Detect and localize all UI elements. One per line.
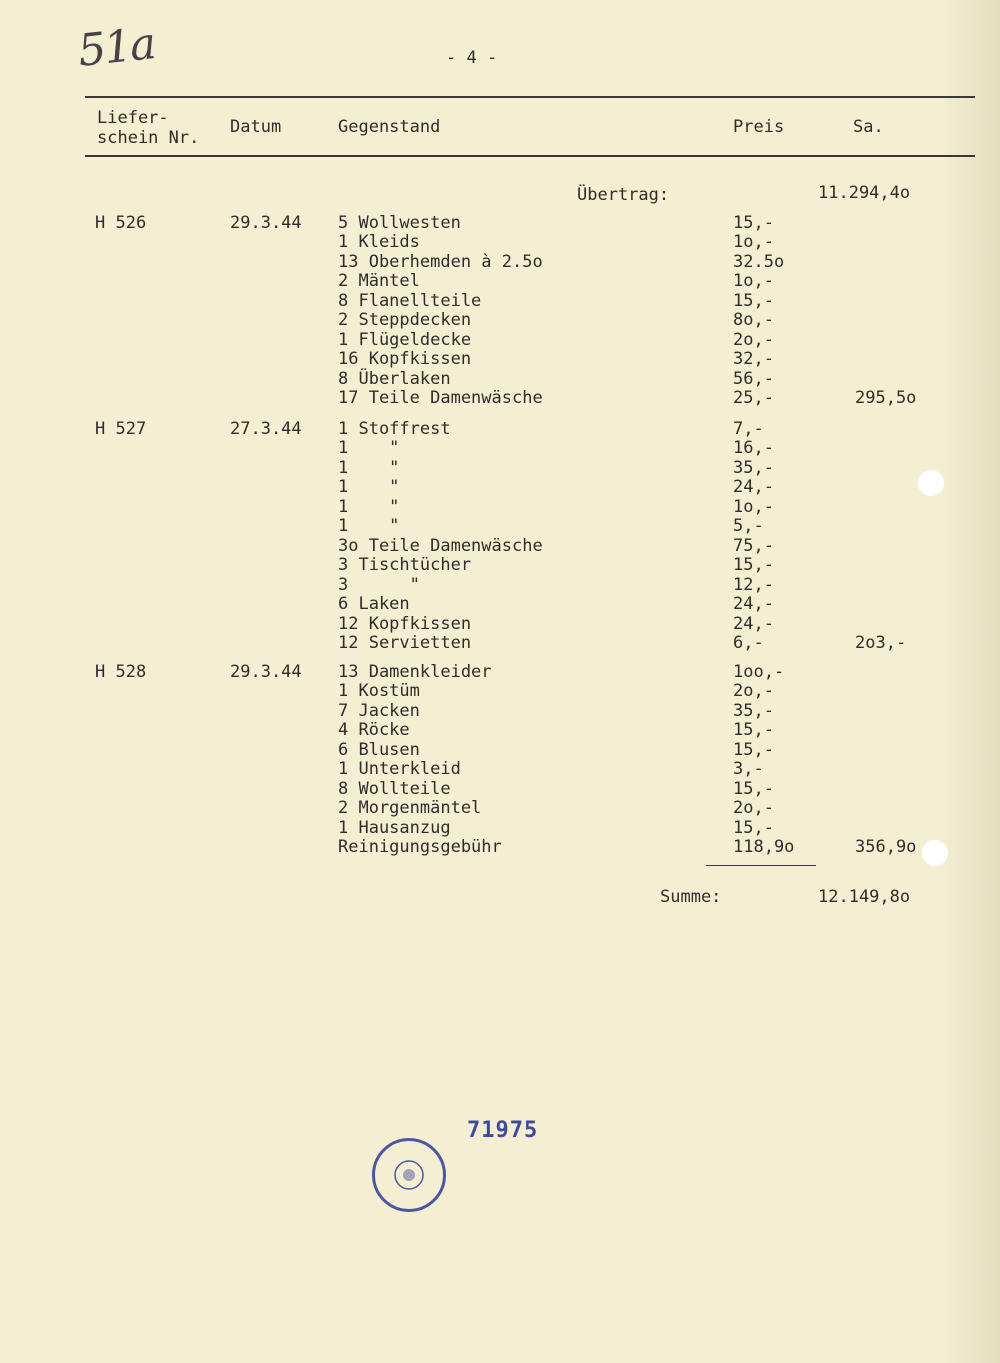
delivery-date: 29.3.44 xyxy=(230,213,302,233)
item-description: 3 Tischtücher xyxy=(338,555,472,576)
page-edge-shadow xyxy=(940,0,1000,1363)
item-price: 15,- xyxy=(733,290,774,311)
item-price: 7,- xyxy=(733,419,764,439)
item-description: 1 Stoffrest xyxy=(338,419,451,439)
item-description: 8 Wollteile xyxy=(338,778,451,799)
delivery-note-number: H 528 xyxy=(95,662,147,682)
item-description: 16 Kopfkissen xyxy=(338,349,472,370)
item-price: 35,- xyxy=(733,457,774,478)
item-description: 12 Servietten xyxy=(338,632,472,653)
item-price: 32.5o xyxy=(733,251,785,272)
item-description: 1 " xyxy=(338,496,400,517)
item-price: 15,- xyxy=(733,817,774,838)
delivery-date: 27.3.44 xyxy=(230,419,302,439)
item-description: 13 Oberhemden à 2.5o xyxy=(338,251,543,272)
item-price: 8o,- xyxy=(733,310,774,331)
item-description: Reinigungsgebühr xyxy=(338,837,502,858)
header-bottom-rule xyxy=(85,155,975,157)
item-description: 1 Unterkleid xyxy=(338,759,461,780)
item-description: 7 Jacken xyxy=(338,700,420,721)
item-price: 32,- xyxy=(733,349,774,370)
carry-over-value: 11.294,4o xyxy=(818,183,911,203)
header-gegenstand: Gegenstand xyxy=(338,117,441,137)
header-lieferschein: Liefer- schein Nr. xyxy=(97,108,200,148)
archive-stamp xyxy=(372,1138,446,1212)
item-description: 6 Blusen xyxy=(338,739,420,760)
item-description: 1 Kostüm xyxy=(338,681,420,702)
price-subtotal-rule xyxy=(706,865,816,866)
item-price: 15,- xyxy=(733,739,774,760)
item-description: 5 Wollwesten xyxy=(338,213,461,233)
item-price: 24,- xyxy=(733,477,774,498)
item-price: 56,- xyxy=(733,368,774,389)
item-description: 1 " xyxy=(338,516,400,537)
group-total: 295,5o xyxy=(855,388,917,409)
item-price: 24,- xyxy=(733,613,774,634)
handwritten-page-note: 51a xyxy=(75,18,157,77)
item-description: 1 " xyxy=(338,477,400,498)
item-description: 17 Teile Damenwäsche xyxy=(338,388,543,409)
group-total: 356,9o xyxy=(855,837,917,858)
item-price: 2o,- xyxy=(733,329,774,350)
item-description: 1 " xyxy=(338,457,400,478)
item-price: 5,- xyxy=(733,516,764,537)
group-total: 2o3,- xyxy=(855,632,907,653)
item-description: 1 Kleids xyxy=(338,232,420,253)
item-price: 35,- xyxy=(733,700,774,721)
delivery-note-number: H 527 xyxy=(95,419,147,439)
item-description: 3o Teile Damenwäsche xyxy=(338,535,543,556)
header-preis: Preis xyxy=(733,117,785,137)
item-price: 118,9o xyxy=(733,837,795,858)
item-description: 2 Steppdecken xyxy=(338,310,472,331)
item-description: 2 Morgenmäntel xyxy=(338,798,482,819)
item-price: 15,- xyxy=(733,555,774,576)
item-price: 15,- xyxy=(733,778,774,799)
item-price: 2o,- xyxy=(733,681,774,702)
item-price: 25,- xyxy=(733,388,774,409)
delivery-note-number: H 526 xyxy=(95,213,147,233)
item-price: 75,- xyxy=(733,535,774,556)
item-description: 1 " xyxy=(338,438,400,459)
archive-number: 71975 xyxy=(467,1118,539,1143)
item-description: 3 " xyxy=(338,574,420,595)
item-description: 12 Kopfkissen xyxy=(338,613,472,634)
stamp-seal-graphic xyxy=(375,1141,443,1209)
item-price: 24,- xyxy=(733,594,774,615)
item-price: 3,- xyxy=(733,759,764,780)
item-price: 15,- xyxy=(733,213,774,233)
header-top-rule xyxy=(85,96,975,98)
item-price: 1o,- xyxy=(733,232,774,253)
item-description: 8 Überlaken xyxy=(338,368,451,389)
item-description: 2 Mäntel xyxy=(338,271,420,292)
item-description: 13 Damenkleider xyxy=(338,662,492,682)
item-price: 12,- xyxy=(733,574,774,595)
page-number: - 4 - xyxy=(446,48,498,68)
item-description: 4 Röcke xyxy=(338,720,410,741)
header-summe: Sa. xyxy=(853,117,884,137)
item-description: 6 Laken xyxy=(338,594,410,615)
delivery-date: 29.3.44 xyxy=(230,662,302,682)
item-price: 2o,- xyxy=(733,798,774,819)
sum-label: Summe: xyxy=(660,887,722,907)
item-price: 6,- xyxy=(733,632,764,653)
item-description: 1 Flügeldecke xyxy=(338,329,472,350)
carry-over-label: Übertrag: xyxy=(577,185,670,205)
item-price: 1o,- xyxy=(733,496,774,517)
item-price: 1o,- xyxy=(733,271,774,292)
item-price: 1oo,- xyxy=(733,662,785,682)
punch-hole xyxy=(922,840,948,866)
sum-value: 12.149,8o xyxy=(818,887,911,907)
item-description: 1 Hausanzug xyxy=(338,817,451,838)
header-datum: Datum xyxy=(230,117,282,137)
item-price: 15,- xyxy=(733,720,774,741)
item-price: 16,- xyxy=(733,438,774,459)
item-description: 8 Flanellteile xyxy=(338,290,482,311)
punch-hole xyxy=(918,470,944,496)
